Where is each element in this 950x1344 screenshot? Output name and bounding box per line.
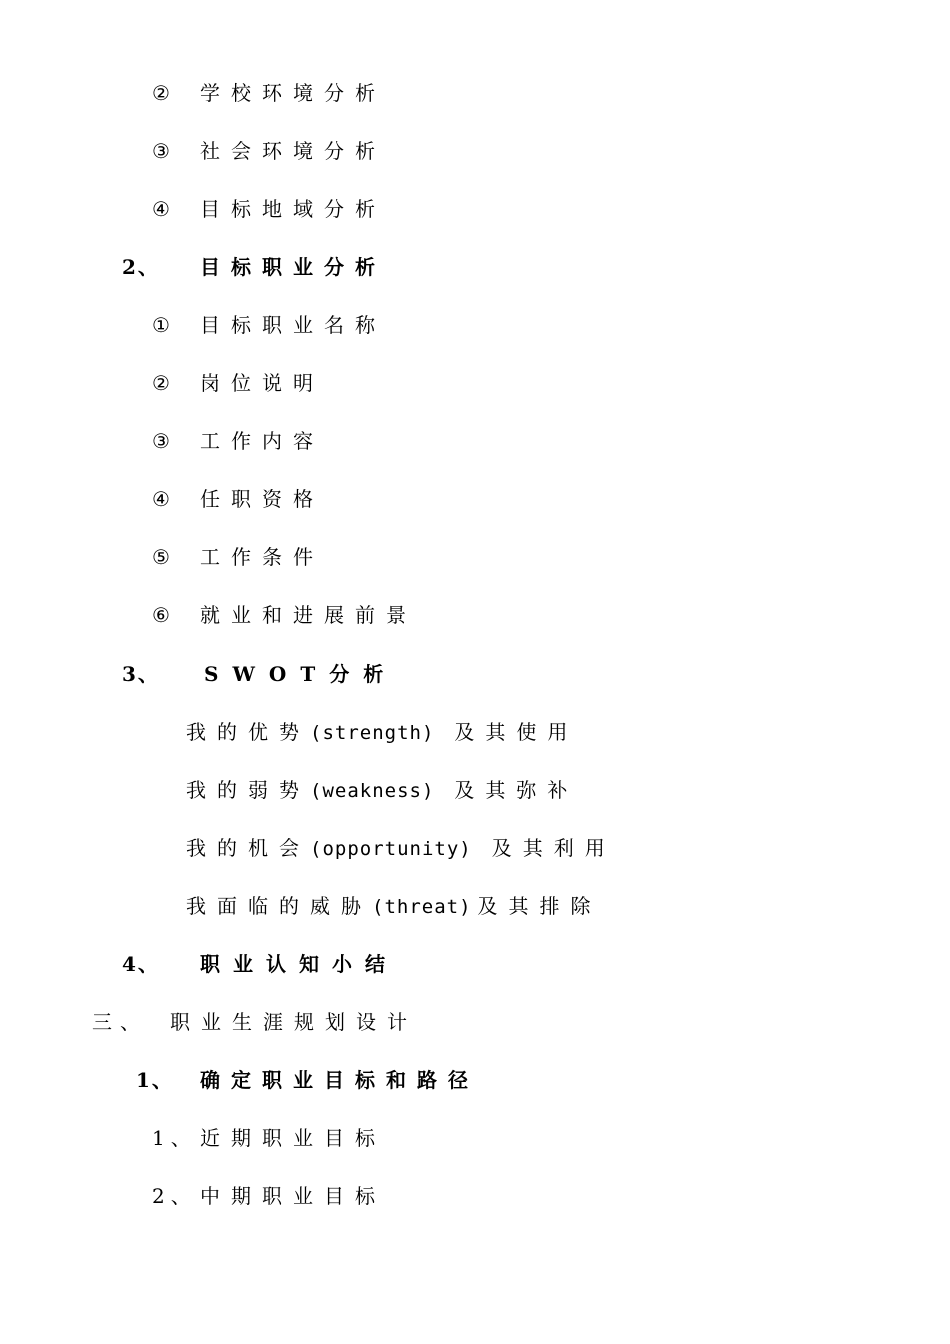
outline-item — [152, 425, 324, 457]
outline-item — [152, 1122, 386, 1154]
section-heading — [136, 1064, 479, 1096]
item-marker: ⑥ — [152, 603, 181, 627]
swot-item — [186, 774, 578, 806]
item-marker: ② — [152, 371, 181, 395]
item-marker: ③ — [152, 429, 181, 453]
section-heading — [122, 251, 386, 283]
swot-text-prefix: 我面临的威胁 — [186, 894, 372, 918]
heading-text: 目标职业分析 — [200, 255, 386, 279]
item-text: 任职资格 — [200, 487, 324, 511]
heading-text: SWOT分析 — [204, 662, 398, 686]
chapter-text: 职业生涯规划设计 — [170, 1010, 418, 1034]
swot-text-suffix: 及其使用 — [454, 720, 579, 744]
outline-item — [152, 309, 386, 341]
item-text: 社会环境分析 — [200, 139, 386, 163]
heading-number: 2、 — [122, 255, 160, 279]
swot-item — [186, 890, 602, 922]
item-marker: ④ — [152, 197, 181, 221]
outline-item — [152, 367, 324, 399]
swot-term: (opportunity) — [310, 838, 472, 860]
swot-text-suffix: 及其弥补 — [454, 778, 579, 802]
section-heading — [122, 658, 397, 690]
heading-text: 确定职业目标和路径 — [200, 1068, 479, 1092]
item-marker: ③ — [152, 139, 181, 163]
item-text: 近期职业目标 — [200, 1126, 386, 1150]
heading-text: 职业认知小结 — [200, 952, 398, 976]
outline-item — [152, 483, 324, 515]
item-text: 工作条件 — [200, 545, 324, 569]
swot-term: (strength) — [310, 722, 435, 744]
item-marker: ⑤ — [152, 545, 181, 569]
item-text: 就业和进展前景 — [200, 603, 417, 627]
swot-term: (threat) — [372, 896, 472, 918]
swot-item — [186, 832, 616, 864]
item-marker: 1、 — [152, 1126, 197, 1150]
outline-item — [152, 135, 386, 167]
item-text: 岗位说明 — [200, 371, 324, 395]
heading-number: 4、 — [122, 952, 160, 976]
outline-item — [152, 541, 324, 573]
chapter-heading — [92, 1006, 418, 1038]
swot-text-prefix: 我的弱势 — [186, 778, 310, 802]
heading-number: 1、 — [136, 1068, 174, 1092]
chapter-number: 三、 — [92, 1010, 148, 1034]
section-heading — [122, 948, 398, 980]
swot-text-suffix: 及其排除 — [477, 894, 602, 918]
item-marker: ② — [152, 81, 181, 105]
item-marker: ④ — [152, 487, 181, 511]
outline-item — [152, 193, 386, 225]
swot-term: (weakness) — [310, 780, 435, 802]
swot-text-suffix: 及其利用 — [491, 836, 616, 860]
heading-number: 3、 — [122, 662, 160, 686]
item-text: 学校环境分析 — [200, 81, 386, 105]
swot-item — [186, 716, 578, 748]
outline-item — [152, 599, 417, 631]
swot-text-prefix: 我的机会 — [186, 836, 310, 860]
outline-item — [152, 77, 386, 109]
item-text: 目标地域分析 — [200, 197, 386, 221]
item-text: 工作内容 — [200, 429, 324, 453]
item-marker: ① — [152, 313, 181, 337]
swot-text-prefix: 我的优势 — [186, 720, 310, 744]
item-marker: 2、 — [152, 1184, 197, 1208]
item-text: 目标职业名称 — [200, 313, 386, 337]
outline-item — [152, 1180, 386, 1212]
item-text: 中期职业目标 — [200, 1184, 386, 1208]
